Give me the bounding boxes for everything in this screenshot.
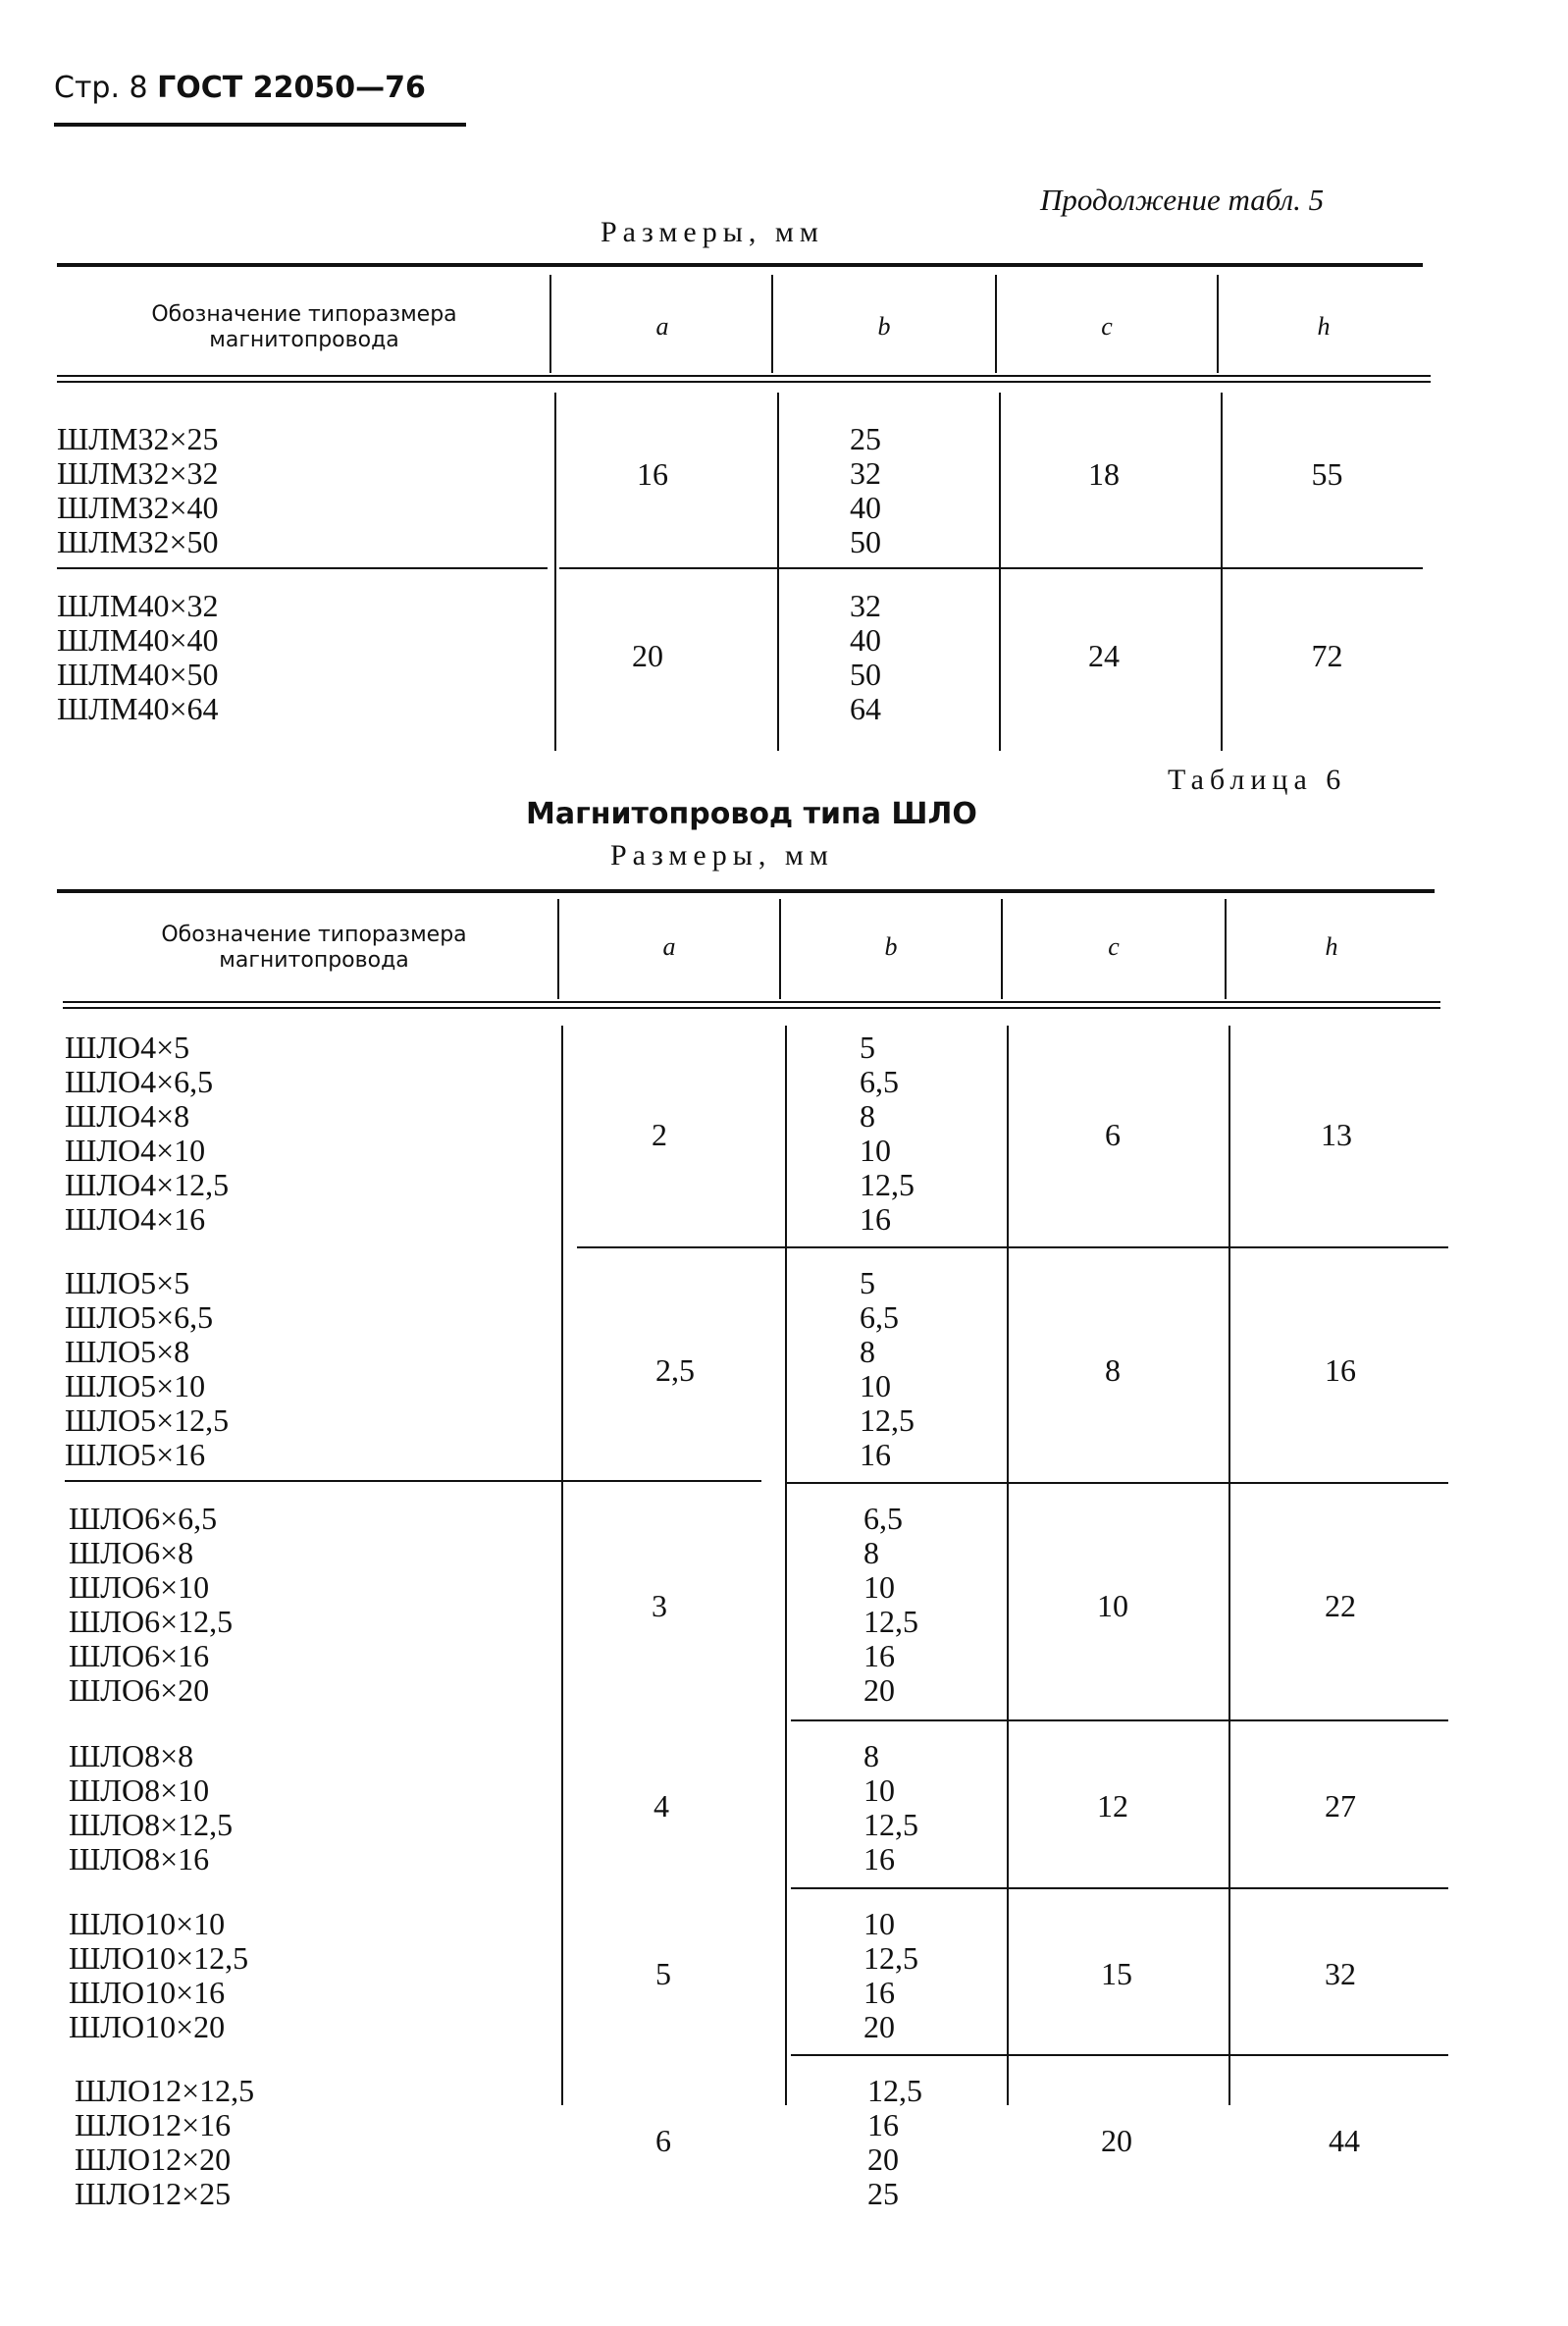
table6-group-4-a: 4	[653, 1788, 669, 1824]
table6-col-b: b	[884, 932, 898, 961]
table6-group-6-a: 6	[655, 2123, 671, 2158]
table6-group-6-names	[75, 2074, 254, 2211]
table5-col-h: h	[1317, 312, 1331, 341]
designation: ШЛО8×10	[69, 1772, 210, 1808]
designation: ШЛО5×8	[65, 1334, 190, 1369]
b-value: 12,5	[863, 1604, 918, 1639]
table5-group-1-a: 16	[637, 456, 668, 492]
table6-units: Размеры, мм	[610, 839, 834, 872]
table6-vline	[779, 899, 781, 999]
b-value: 25	[867, 2176, 899, 2211]
designation: ШЛО10×10	[69, 1906, 226, 1941]
b-value: 12,5	[860, 1402, 915, 1438]
table6-group-5-names	[69, 1907, 248, 2044]
table5-vline	[771, 275, 773, 373]
designation: ШЛО5×10	[65, 1368, 206, 1403]
table5-group-1-names	[57, 422, 218, 559]
b-value: 16	[863, 1975, 895, 2010]
table6-group-3-b	[863, 1502, 918, 1708]
table6-group-5-a: 5	[655, 1956, 671, 1991]
designation: ШЛО10×16	[69, 1975, 226, 2010]
table6-group-1-a: 2	[652, 1117, 667, 1152]
designation: ШЛО5×6,5	[65, 1299, 214, 1335]
designation: ШЛО6×12,5	[69, 1604, 234, 1639]
b-value: 6,5	[863, 1501, 903, 1536]
table6-group-2-a: 2,5	[655, 1352, 695, 1388]
table6-group-rule	[791, 2054, 1448, 2056]
b-value: 32	[850, 588, 881, 623]
table5-group-2-h: 72	[1311, 638, 1343, 673]
table6-group-2-b	[860, 1266, 915, 1472]
table6-col-a: a	[662, 932, 676, 961]
designation: ШЛО4×16	[65, 1201, 206, 1237]
table5-vline	[999, 393, 1001, 751]
table6-col-h: h	[1325, 932, 1338, 961]
b-value: 25	[850, 421, 881, 456]
designation: ШЛО12×16	[75, 2107, 232, 2142]
table6-group-3-c: 10	[1097, 1588, 1128, 1623]
table5-group-2-a: 20	[632, 638, 663, 673]
table5-group-1-c: 18	[1088, 456, 1120, 492]
designation: ШЛО4×8	[65, 1098, 190, 1134]
table6-group-rule	[65, 1480, 761, 1482]
table6-group-1-names	[65, 1031, 229, 1237]
b-value: 8	[863, 1738, 879, 1773]
b-value: 12,5	[863, 1940, 918, 1976]
table6-group-2-h: 16	[1325, 1352, 1356, 1388]
table5-vline	[554, 393, 556, 751]
table6-group-rule	[785, 1482, 1448, 1484]
designation: ШЛМ40×32	[57, 588, 219, 623]
designation: ШЛО10×20	[69, 2009, 226, 2044]
b-value: 16	[867, 2107, 899, 2142]
table6-group-6-c: 20	[1101, 2123, 1132, 2158]
designation: ШЛО6×20	[69, 1672, 210, 1708]
table6-group-rule	[577, 1246, 1448, 1248]
standard-number: ГОСТ 22050—76	[157, 71, 426, 105]
b-value: 20	[863, 2009, 895, 2044]
table6-group-1-b	[860, 1031, 915, 1237]
designation: ШЛО5×5	[65, 1265, 190, 1300]
designation: ШЛМ32×25	[57, 421, 219, 456]
designation: ШЛМ32×40	[57, 490, 219, 525]
table5-units: Размеры, мм	[601, 216, 824, 248]
table6-vline	[785, 1026, 787, 2105]
b-value: 16	[863, 1841, 895, 1877]
table5-group-1-h: 55	[1311, 456, 1343, 492]
designation: ШЛО5×12,5	[65, 1402, 230, 1438]
b-value: 12,5	[860, 1167, 915, 1202]
table5	[0, 0, 1568, 766]
table5-group-rule	[57, 567, 548, 569]
table5-vline	[1217, 275, 1219, 373]
table6-group-2-c: 8	[1105, 1352, 1121, 1388]
table6-group-5-h: 32	[1325, 1956, 1356, 1991]
b-value: 8	[860, 1334, 875, 1369]
designation: ШЛО4×5	[65, 1030, 190, 1065]
b-value: 10	[863, 1906, 895, 1941]
table5-col-a: a	[655, 312, 669, 341]
designation: ШЛО6×10	[69, 1569, 210, 1605]
table5-group-1-b	[850, 422, 881, 559]
table6-group-1-c: 6	[1105, 1117, 1121, 1152]
b-value: 12,5	[867, 2073, 922, 2108]
table6-group-6-b	[867, 2074, 922, 2211]
b-value: 20	[867, 2141, 899, 2177]
table6-col-designation: Обозначение типоразмера магнитопровода	[161, 923, 467, 973]
designation: ШЛО4×6,5	[65, 1064, 214, 1099]
table6-vline	[1001, 899, 1003, 999]
designation: ШЛО10×12,5	[69, 1940, 249, 1976]
designation: ШЛО6×16	[69, 1638, 210, 1673]
designation: ШЛО12×20	[75, 2141, 232, 2177]
b-value: 20	[863, 1672, 895, 1708]
table5-vline	[777, 393, 779, 751]
designation: ШЛО6×6,5	[69, 1501, 218, 1536]
b-value: 32	[850, 455, 881, 491]
table6-header-rule-2	[63, 1007, 1440, 1009]
designation: ШЛМ32×50	[57, 524, 219, 559]
table6-group-2-names	[65, 1266, 229, 1472]
table6-group-4-c: 12	[1097, 1788, 1128, 1824]
table6-vline	[1228, 1026, 1230, 2105]
b-value: 12,5	[863, 1807, 918, 1842]
designation: ШЛО4×10	[65, 1133, 206, 1168]
b-value: 50	[850, 524, 881, 559]
b-value: 5	[860, 1030, 875, 1065]
table5-header-rule	[57, 375, 1431, 377]
table5-vline	[1221, 393, 1223, 751]
table5-col-b: b	[877, 312, 891, 341]
b-value: 40	[850, 622, 881, 658]
designation: ШЛО8×16	[69, 1841, 210, 1877]
table6	[0, 864, 1568, 2238]
b-value: 6,5	[860, 1064, 899, 1099]
designation: ШЛО6×8	[69, 1535, 194, 1570]
table5-group-rule	[559, 567, 1423, 569]
b-value: 16	[860, 1201, 891, 1237]
designation: ШЛО8×8	[69, 1738, 194, 1773]
table5-continuation: Продолжение табл. 5	[1040, 183, 1325, 217]
table6-group-4-h: 27	[1325, 1788, 1356, 1824]
table5-vline	[995, 275, 997, 373]
b-value: 50	[850, 657, 881, 692]
b-value: 10	[860, 1368, 891, 1403]
table6-group-3-h: 22	[1325, 1588, 1356, 1623]
table6-group-1-h: 13	[1321, 1117, 1352, 1152]
designation: ШЛМ32×32	[57, 455, 219, 491]
b-value: 6,5	[860, 1299, 899, 1335]
table6-group-4-b	[863, 1739, 918, 1877]
b-value: 10	[860, 1133, 891, 1168]
table5-top-rule	[57, 263, 1423, 267]
table5-col-designation: Обозначение типоразмера магнитопровода	[151, 302, 457, 352]
table5-vline	[549, 275, 551, 373]
table6-group-4-names	[69, 1739, 233, 1877]
designation: ШЛО4×12,5	[65, 1167, 230, 1202]
page-number: Стр. 8	[54, 71, 148, 105]
table6-group-rule	[791, 1719, 1448, 1721]
b-value: 16	[863, 1638, 895, 1673]
b-value: 64	[850, 691, 881, 726]
table6-group-6-h: 44	[1329, 2123, 1360, 2158]
b-value: 10	[863, 1569, 895, 1605]
table5-col-c: c	[1101, 312, 1113, 341]
table5-group-2-c: 24	[1088, 638, 1120, 673]
table6-group-rule	[791, 1887, 1448, 1889]
table6-group-5-c: 15	[1101, 1956, 1132, 1991]
designation: ШЛО12×25	[75, 2176, 232, 2211]
b-value: 8	[863, 1535, 879, 1570]
designation: ШЛМ40×50	[57, 657, 219, 692]
table6-vline	[561, 1026, 563, 2105]
table6-label: Таблица 6	[1168, 764, 1347, 796]
designation: ШЛМ40×40	[57, 622, 219, 658]
b-value: 16	[860, 1437, 891, 1472]
table6-group-3-a: 3	[652, 1588, 667, 1623]
b-value: 40	[850, 490, 881, 525]
designation: ШЛМ40×64	[57, 691, 219, 726]
table6-vline	[1007, 1026, 1009, 2105]
table6-title: Магнитопровод типа ШЛО	[526, 797, 977, 831]
table5-group-2-b	[850, 589, 881, 726]
designation: ШЛО12×12,5	[75, 2073, 255, 2108]
table5-header-rule-2	[57, 381, 1431, 383]
table6-vline	[557, 899, 559, 999]
table6-group-5-b	[863, 1907, 918, 2044]
b-value: 8	[860, 1098, 875, 1134]
designation: ШЛО8×12,5	[69, 1807, 234, 1842]
b-value: 5	[860, 1265, 875, 1300]
table5-group-2-names	[57, 589, 218, 726]
b-value: 10	[863, 1772, 895, 1808]
table6-header-rule	[63, 1001, 1440, 1003]
table6-top-rule	[57, 889, 1435, 893]
designation: ШЛО5×16	[65, 1437, 206, 1472]
table6-group-3-names	[69, 1502, 233, 1708]
table6-col-c: c	[1108, 932, 1120, 961]
table6-vline	[1225, 899, 1227, 999]
